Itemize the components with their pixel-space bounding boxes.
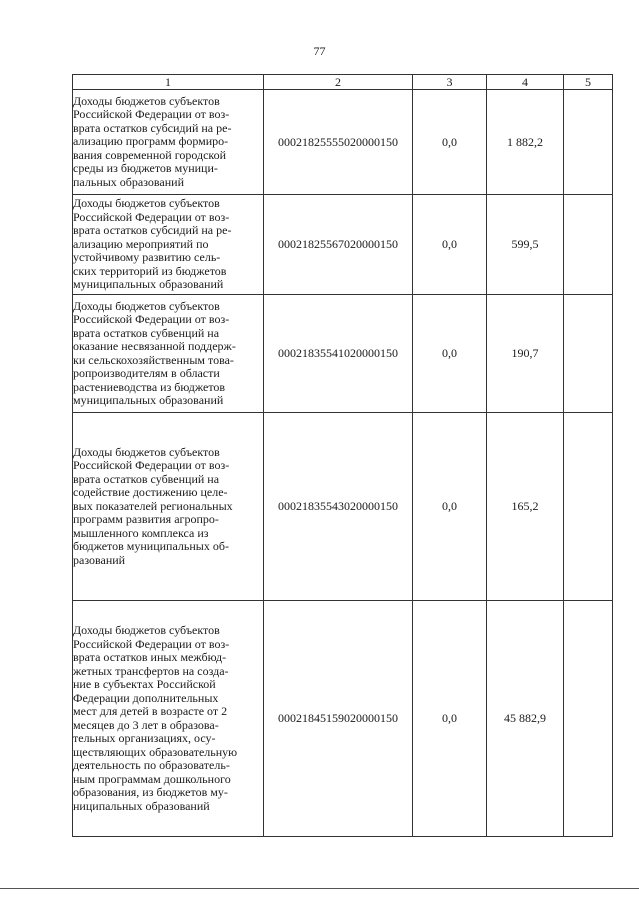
revenue-description-line: врата остатков субвенций на — [73, 325, 220, 340]
column-3-value-cell: 0,0 — [413, 413, 487, 601]
revenue-description-line: Доходы бюджетов субъектов — [73, 623, 220, 637]
revenue-description-line: Российской Федерации от воз- — [73, 458, 230, 473]
revenue-description-line: Доходы бюджетов субъектов — [73, 196, 220, 211]
column-header-1: 1 — [73, 75, 264, 90]
revenue-description-line: устойчивому развитию сель- — [73, 250, 221, 265]
revenue-description-line: ным программам дошкольного — [73, 771, 231, 786]
revenue-description-line: ропроизводителям в области — [73, 366, 220, 380]
revenue-description-line: тельных организациях, осу- — [73, 731, 216, 745]
revenue-description-cell — [73, 413, 264, 601]
column-3-value-cell: 0,0 — [413, 295, 487, 413]
revenue-description-line: содействие достижению целе- — [73, 485, 228, 500]
revenue-description-line: ние в субъектах Российской — [73, 677, 216, 691]
revenue-description-line: среды из бюджетов муници- — [73, 161, 218, 176]
column-5-value-cell — [564, 90, 613, 195]
revenue-description-line: Российской Федерации от воз- — [73, 209, 230, 224]
revenue-description-line: Доходы бюджетов субъектов — [73, 93, 220, 108]
page-bottom-rule — [0, 888, 639, 889]
budget-classification-code-cell: 00021835541020000150 — [264, 295, 413, 413]
budget-classification-code-cell: 00021825567020000150 — [264, 195, 413, 295]
revenue-description-line: Российской Федерации от воз- — [73, 312, 230, 326]
column-5-value-cell — [564, 601, 613, 837]
revenue-description-line: бюджетов муниципальных об- — [73, 539, 229, 554]
revenue-description-line: врата остатков иных межбюд- — [73, 650, 227, 664]
revenue-description-line: Федерации дополнительных — [73, 690, 219, 705]
column-3-value-cell: 0,0 — [413, 601, 487, 837]
column-header-5: 5 — [564, 75, 613, 90]
revenue-description-line: растениеводства из бюджетов — [73, 379, 226, 394]
revenue-description-line: ализацию программ формиро- — [73, 134, 229, 149]
revenue-description-line: врата остатков субсидий на ре- — [73, 223, 232, 238]
revenue-description-line: месяцев до 3 лет в образова- — [73, 717, 219, 732]
revenue-description-line: образования, из бюджетов му- — [73, 785, 228, 799]
column-4-value-cell: 190,7 — [487, 295, 564, 413]
budget-classification-code-cell: 00021845159020000150 — [264, 601, 413, 837]
column-4-value-cell: 1 882,2 — [487, 90, 564, 195]
table-row — [73, 295, 613, 413]
column-header-3: 3 — [413, 75, 487, 90]
revenue-description-line: ализацию мероприятий по — [73, 236, 209, 251]
column-3-value-cell: 0,0 — [413, 90, 487, 195]
column-4-value-cell: 165,2 — [487, 413, 564, 601]
table-header-row — [73, 75, 613, 90]
budget-classification-code-cell: 00021835543020000150 — [264, 413, 413, 601]
budget-revenue-table — [72, 74, 613, 837]
revenue-description-cell — [73, 295, 264, 413]
revenue-description-line: муниципальных образований — [73, 393, 224, 407]
revenue-description-line: ниципальных образований — [73, 798, 210, 813]
revenue-description-line: Доходы бюджетов субъектов — [73, 298, 220, 313]
revenue-description-line: программ развития агропро- — [73, 512, 219, 527]
revenue-description-line: ществляющих образовательную — [73, 744, 238, 759]
column-4-value-cell: 45 882,9 — [487, 601, 564, 837]
budget-classification-code-cell: 00021825555020000150 — [264, 90, 413, 195]
revenue-description-line: врата остатков субвенций на — [73, 471, 220, 486]
revenue-description-line: Доходы бюджетов субъектов — [73, 444, 220, 459]
column-header-2: 2 — [264, 75, 413, 90]
revenue-description-line: жетных трансфертов на созда- — [73, 663, 229, 678]
column-5-value-cell — [564, 295, 613, 413]
revenue-description-line: оказание несвязанной поддерж- — [73, 339, 236, 353]
revenue-description-line: ки сельскохозяйственным това- — [73, 352, 234, 367]
column-5-value-cell — [564, 195, 613, 295]
revenue-description-line: Российской Федерации от воз- — [73, 636, 230, 651]
revenue-description-line: вания современной городской — [73, 147, 227, 162]
revenue-description-line: вых показателей региональных — [73, 498, 233, 513]
revenue-description-line: врата остатков субсидий на ре- — [73, 120, 232, 135]
revenue-description-line: мышленного комплекса из — [73, 525, 209, 540]
revenue-description-line: ских территорий из бюджетов — [73, 263, 227, 278]
page-number: 77 — [313, 44, 326, 58]
revenue-description-cell — [73, 195, 264, 295]
column-header-4: 4 — [487, 75, 564, 90]
revenue-description-line: мест для детей в возрасте от 2 — [73, 704, 228, 718]
column-3-value-cell: 0,0 — [413, 195, 487, 295]
revenue-description-line: муниципальных образований — [73, 277, 224, 292]
table-row — [73, 601, 613, 837]
revenue-description-line: Российской Федерации от воз- — [73, 107, 230, 122]
table-row — [73, 90, 613, 195]
column-4-value-cell: 599,5 — [487, 195, 564, 295]
revenue-description-cell — [73, 90, 264, 195]
revenue-description-line: пальных образований — [73, 174, 184, 189]
revenue-description-line: разований — [73, 552, 126, 567]
table-row — [73, 413, 613, 601]
column-5-value-cell — [564, 413, 613, 601]
revenue-description-line: деятельность по образователь- — [73, 758, 230, 772]
table-row — [73, 195, 613, 295]
revenue-description-cell — [73, 601, 264, 837]
